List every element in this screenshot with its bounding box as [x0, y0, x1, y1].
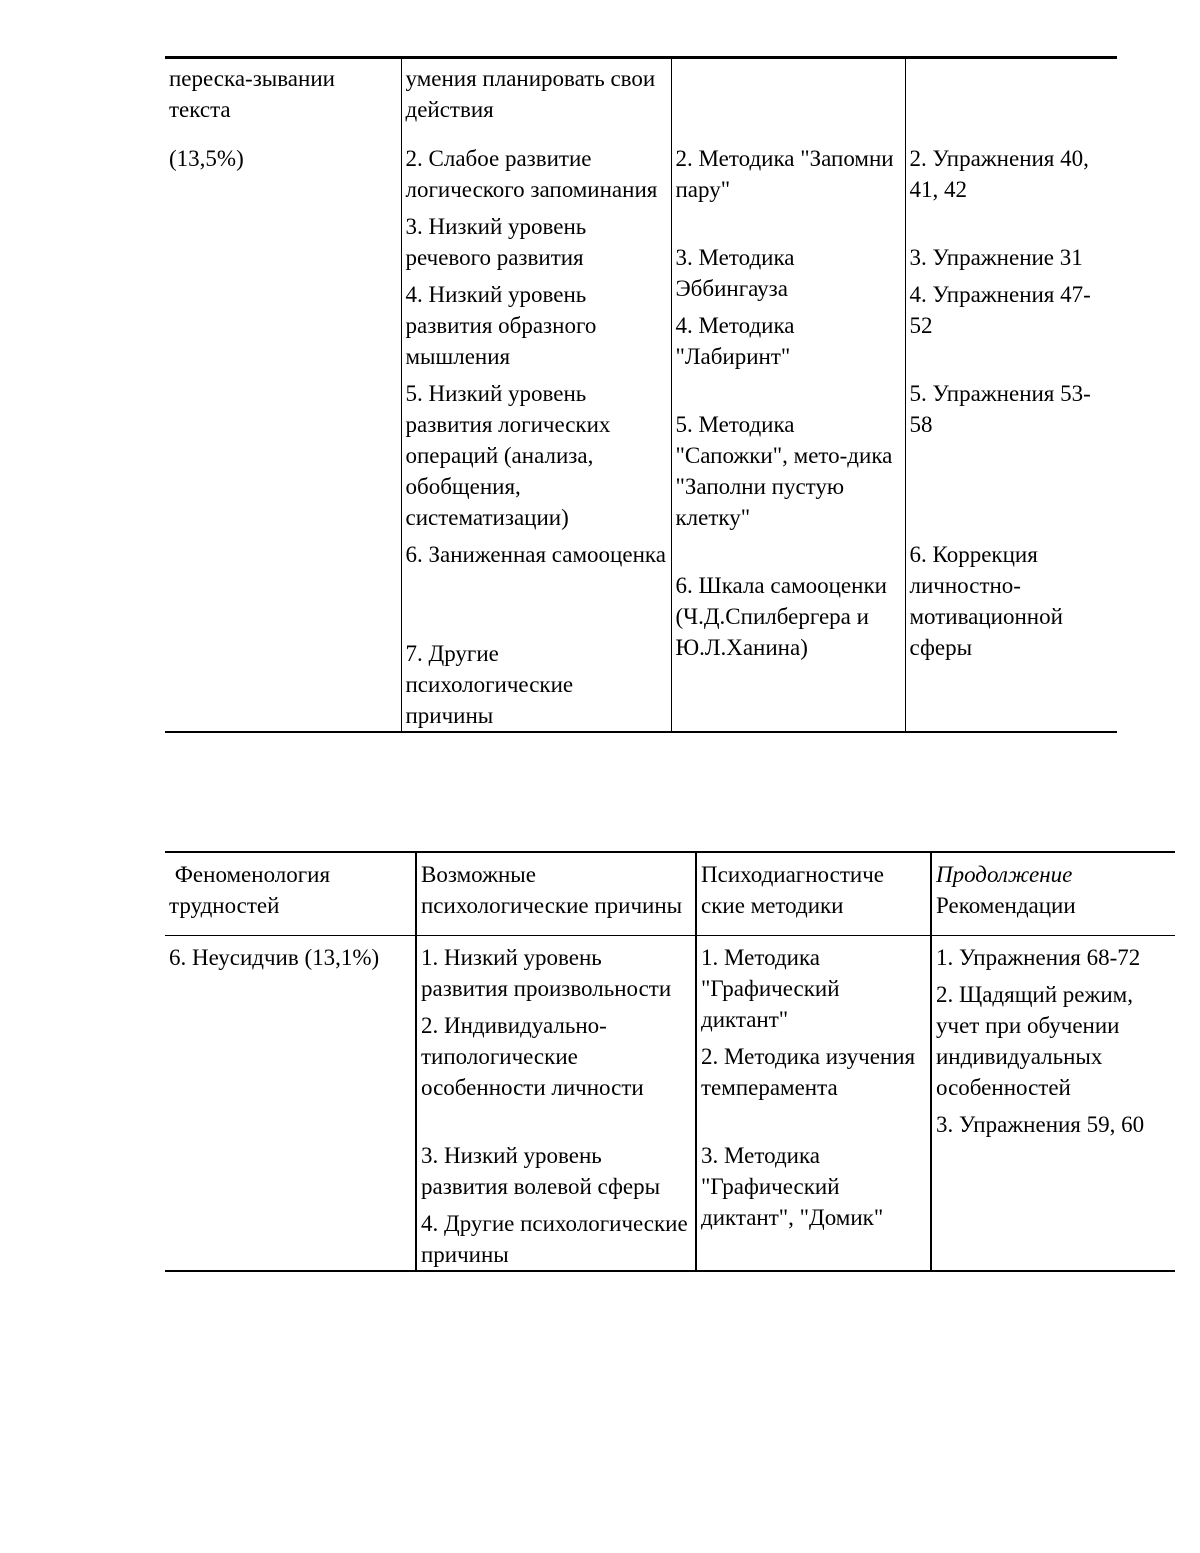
list-item: 2. Упражнения 40, 41, 42: [909, 146, 1089, 202]
recommendation-cell: [905, 58, 1117, 140]
difficulty-cell: [165, 936, 416, 1272]
list-item: 4. Другие психологические причины: [421, 1211, 688, 1267]
table-row: [165, 139, 1117, 732]
list-item: 2. Методика "Запомни пару": [675, 146, 894, 202]
list-item: 7. Другие психологические причины: [405, 641, 574, 728]
list-item: 4. Методика "Лабиринт": [675, 313, 795, 369]
recommendation-cell: [931, 936, 1175, 1272]
cell-text: (13,5%): [169, 146, 244, 171]
cell-text: переска-зывании текста: [169, 66, 335, 122]
list-item: 6. Коррекция личностно-мотивационной сферы: [909, 542, 1063, 660]
list-item: 3. Низкий уровень развития волевой сферы: [421, 1143, 661, 1199]
header-text: Возможные психологические причины: [421, 862, 683, 918]
column-header-recommendations: [931, 852, 1175, 936]
list-item: 6. Заниженная самооценка: [405, 542, 666, 567]
list-item: 6. Шкала самооценки (Ч.Д.Спилбергера и Ю.Л.Ханина): [675, 573, 887, 660]
difficulty-cell: [165, 139, 401, 732]
column-header-causes: [416, 852, 696, 936]
list-item: 3. Методика "Графический диктант", "Домик": [701, 1143, 884, 1230]
list-item: 4. Низкий уровень развития образного мышления: [405, 282, 597, 369]
list-item: 3. Упражнение 31: [909, 245, 1083, 270]
list-item: 2. Слабое развитие логического запоминания: [405, 146, 658, 202]
list-item: 4. Упражнения 47-52: [909, 282, 1091, 338]
method-cell: [671, 58, 905, 140]
cell-text: 6. Неусидчив (13,1%): [169, 945, 380, 970]
table-continuation: [165, 56, 1117, 733]
cause-cell: [416, 936, 696, 1272]
list-item: 5. Методика "Сапожки", мето-дика "Заполни пустую клетку": [675, 412, 893, 530]
header-text: Феноменология трудностей: [169, 862, 336, 918]
column-header-difficulties: [165, 852, 416, 936]
list-item: 3. Низкий уровень речевого развития: [405, 214, 587, 270]
list-item: 2. Методика изучения темперамента: [701, 1044, 916, 1100]
header-text: Рекомендации: [936, 893, 1076, 918]
table-row: [165, 58, 1117, 140]
list-item: 1. Низкий уровень развития произвольности: [421, 945, 672, 1001]
list-item: 5. Упражнения 53-58: [909, 381, 1091, 437]
column-header-methods: [696, 852, 931, 936]
list-item: 2. Индивидуально-типологические особенности личности: [421, 1013, 644, 1100]
method-cell: [671, 139, 905, 732]
list-item: 3. Методика Эббингауза: [675, 245, 795, 301]
table-row: [165, 936, 1175, 1272]
header-text: Психодиагностиче ские методики: [701, 862, 884, 918]
difficulty-cell: [165, 58, 401, 140]
list-item: 5. Низкий уровень развития логических операций (анализа, обобщения, систематизации): [405, 381, 611, 530]
psychodiagnostics-table: [165, 851, 1175, 1272]
cause-cell: [401, 58, 671, 140]
recommendation-cell: [905, 139, 1117, 732]
continuation-label: Продолжение: [936, 862, 1073, 887]
list-item: 1. Упражнения 68-72: [936, 945, 1141, 970]
cause-cell: [401, 139, 671, 732]
list-item: 3. Упражнения 59, 60: [936, 1112, 1145, 1137]
list-item: 1. Методика "Графический диктант": [701, 945, 840, 1032]
method-cell: [696, 936, 931, 1272]
cell-text: умения планировать свои действия: [405, 66, 656, 122]
list-item: 2. Щадящий режим, учет при обучении индивидуальных особенностей: [936, 982, 1133, 1100]
table-header-row: [165, 852, 1175, 936]
